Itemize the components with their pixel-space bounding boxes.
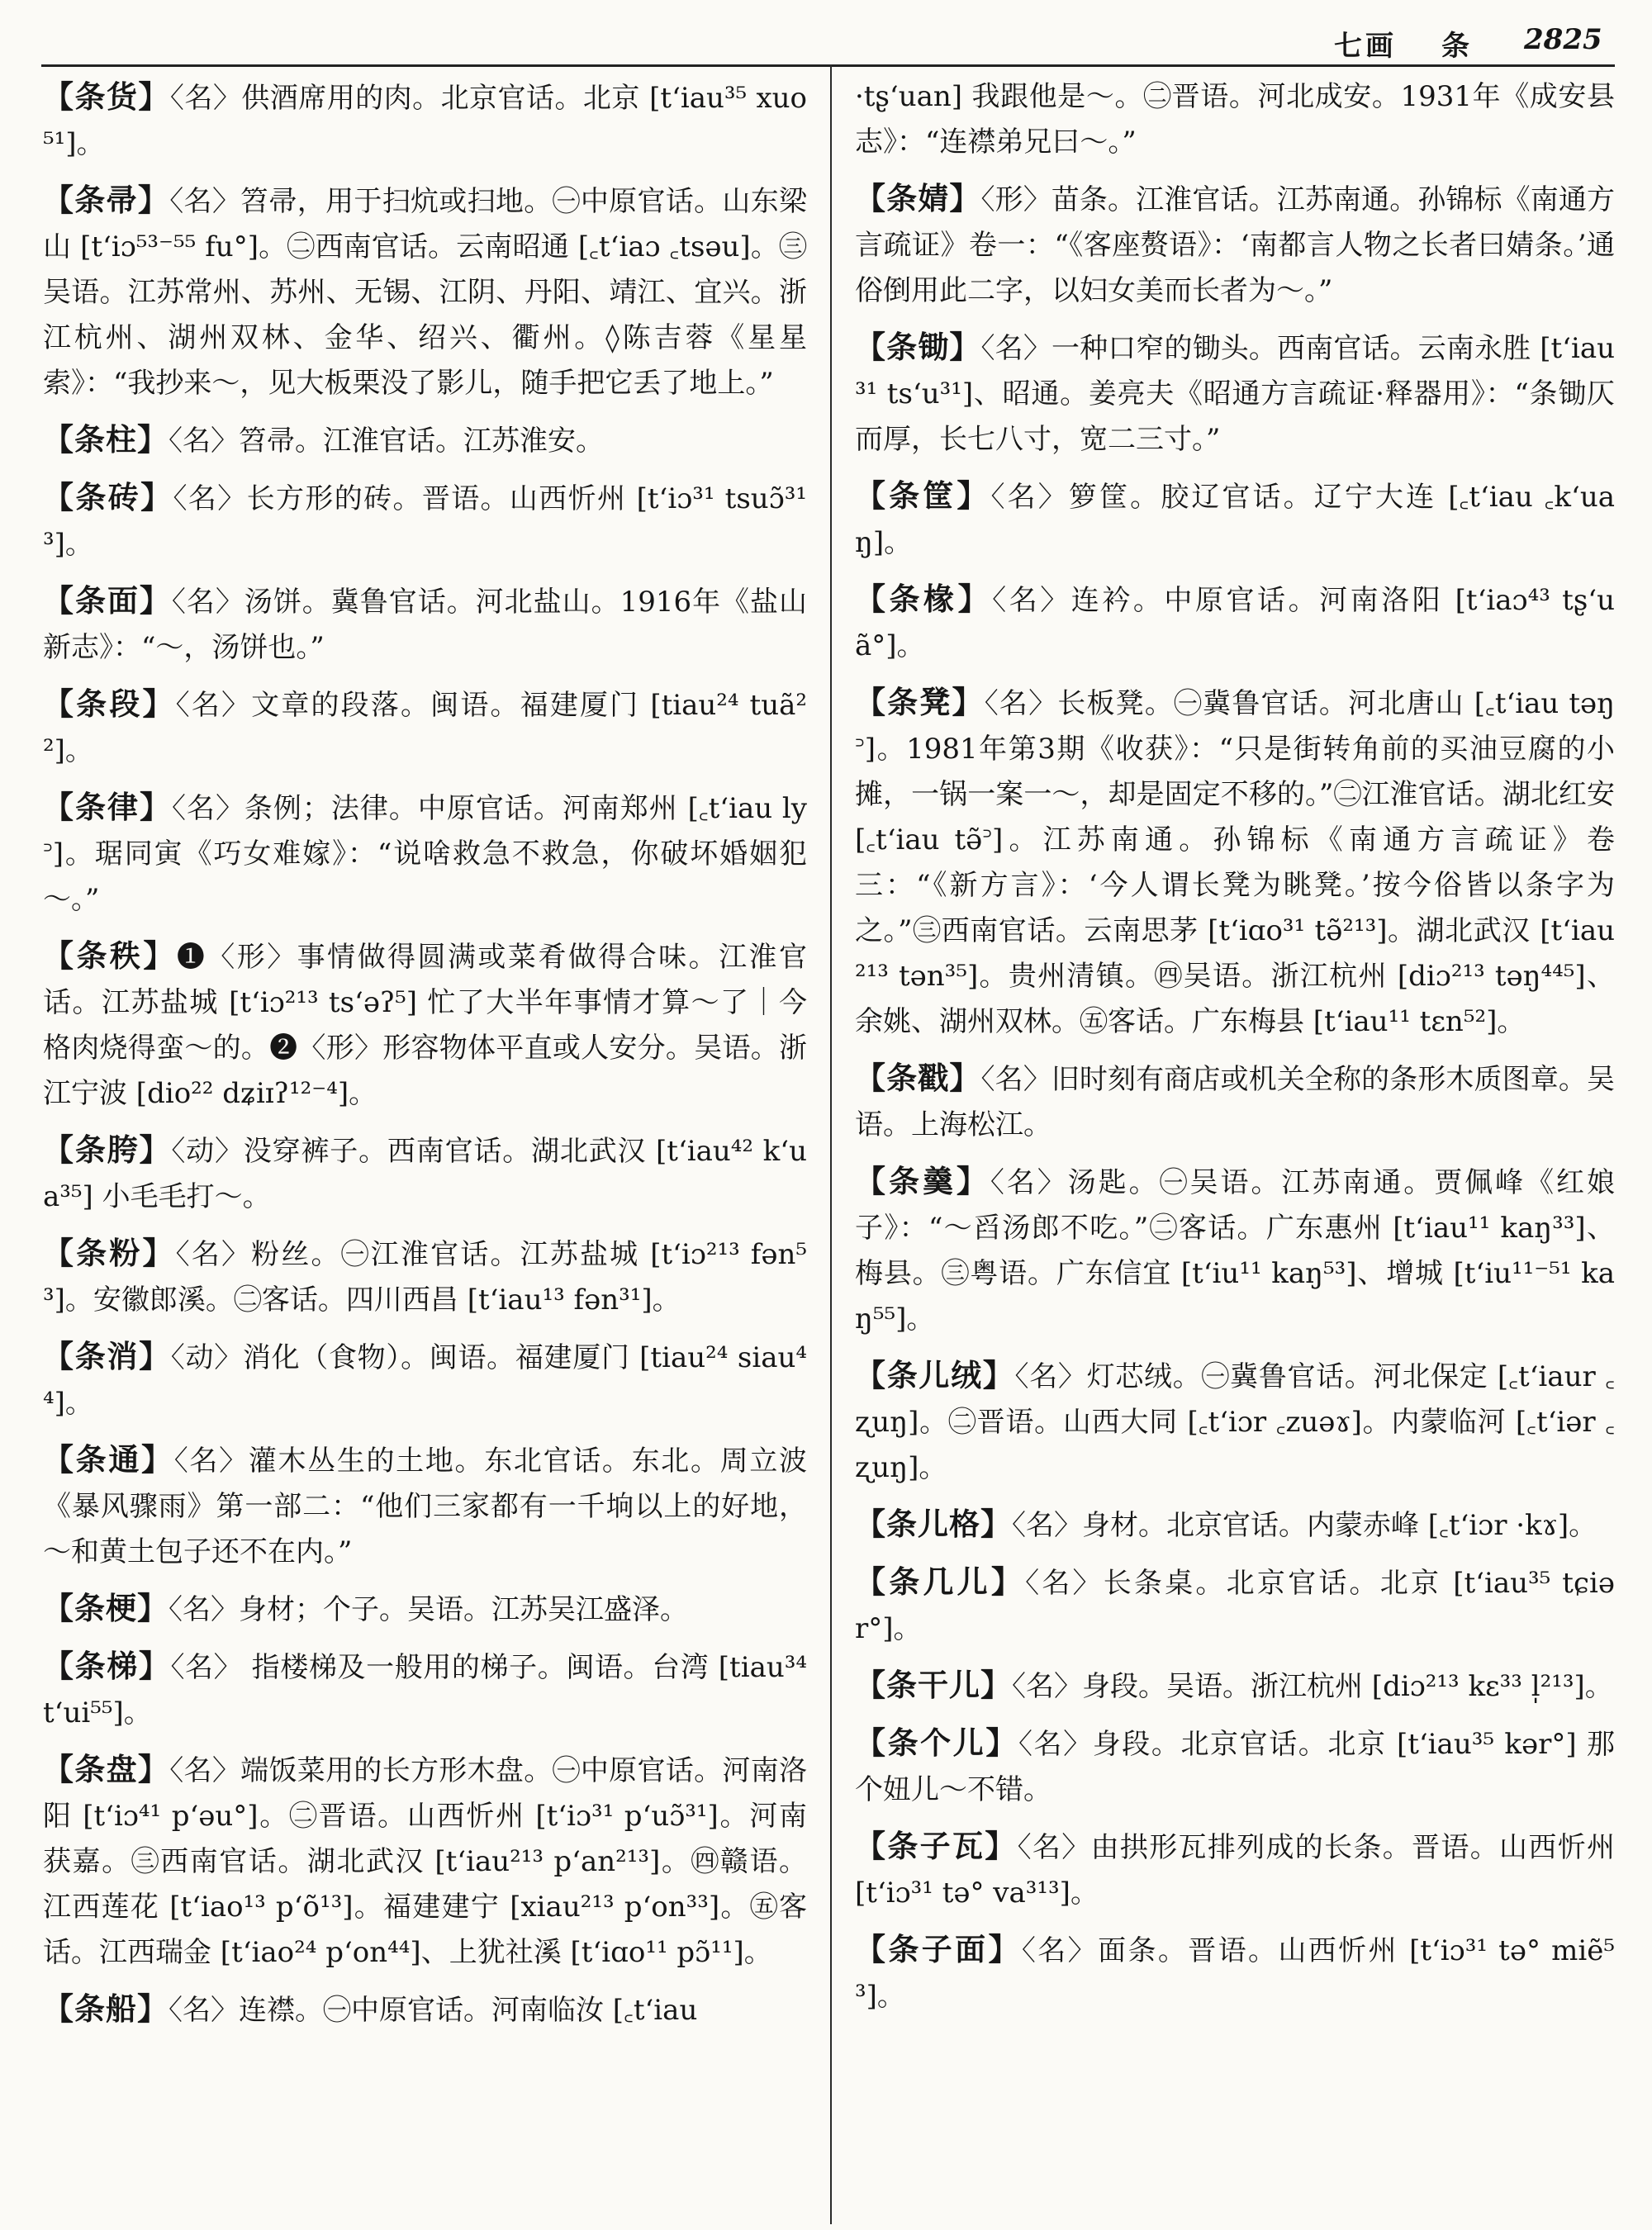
entry-definition: 〈名〉连衿。中原官话。河南洛阳 [tʻiaɔ⁴³ tʂʻuã°]。	[855, 584, 1615, 662]
entry-definition: 〈名〉旧时刻有商店或机关全称的条形木质图章。吴语。上海松江。	[855, 1063, 1615, 1141]
entry-definition: 〈动〉没穿裤子。西南官话。湖北武汉 [tʻiau⁴² kʻua³⁵] 小毛毛打～。	[43, 1135, 807, 1213]
page-number: 2825	[1524, 23, 1602, 56]
dictionary-entry	[43, 417, 807, 464]
entry-definition: 〈名〉供酒席用的肉。北京官话。北京 [tʻiau³⁵ xuo⁵¹]。	[43, 82, 807, 160]
dictionary-entry	[43, 1231, 807, 1323]
entry-headword: 【条律】	[43, 789, 172, 825]
dictionary-entry	[43, 1986, 807, 2033]
entry-definition: 〈名〉条例；法律。中原官话。河南郑州 [꜀tʻiau ly꜄]。琚同寅《巧女难嫁》：“说啥救急不救急，你破坏婚姻犯～。”	[43, 792, 807, 916]
dictionary-entry	[43, 178, 807, 406]
dictionary-entry	[855, 1720, 1615, 1813]
entry-headword: 【条梗】	[43, 1590, 169, 1626]
entry-headword: 【条砖】	[43, 479, 173, 515]
entry-definition: 〈名〉由拱形瓦排列成的长条。晋语。山西忻州 [tʻiɔ³¹ tə° va³¹³]。	[855, 1831, 1615, 1910]
entry-headword: 【条几儿】	[855, 1563, 1026, 1600]
dictionary-entry	[43, 1644, 807, 1736]
entry-definition: 〈名〉汤饼。冀鲁官话。河北盐山。1916年《盐山新志》：“～，汤饼也。”	[43, 586, 807, 664]
entry-headword: 【条梯】	[43, 1648, 171, 1684]
entry-definition: 〈名〉身材。北京官话。内蒙赤峰 [꜀tʻiɔr ·kɤ]。	[1012, 1509, 1597, 1542]
header-rule	[41, 64, 1615, 67]
entry-definition: 〈动〉消化（食物）。闽语。福建厦门 [tiau²⁴ siau⁴⁴]。	[43, 1341, 807, 1420]
entry-headword: 【条船】	[43, 1990, 169, 2027]
dictionary-entry	[43, 933, 807, 1117]
entry-definition: 〈名〉端饭菜用的长方形木盘。㊀中原官话。河南洛阳 [tʻiɔ⁴¹ pʻəu°]。㊁晋语。山西忻州 [tʻiɔ³¹ pʻuɔ̃³¹]。河南获嘉。㊂西南官话。湖北武汉 [tʻiau²¹³ pʻan²¹³]。㊃赣语。江西莲花 [tʻiao¹³ pʻõ¹³]。福建建宁 [xiau²¹³ pʻon³³]。㊄客话。江西瑞金 [tʻiao²⁴ pʻon⁴⁴]、上犹社溪 [tʻiɑo¹¹ pɔ̃¹¹]。	[43, 1754, 807, 1969]
dictionary-entry	[855, 473, 1615, 566]
dictionary-entry	[855, 1824, 1615, 1916]
entry-definition: 〈名〉汤匙。㊀吴语。江苏南通。贾佩峰《红娘子》：“～舀汤郎不吃。”㊁客话。广东惠州 [tʻiau¹¹ kaŋ³³]、梅县。㊂粤语。广东信宜 [tʻiu¹¹ kaŋ⁵³]、增城 [tʻiu¹¹⁻⁵¹ kaŋ⁵⁵]。	[855, 1166, 1615, 1336]
entry-headword: 【条儿绒】	[855, 1357, 1015, 1393]
entry-definition: 〈形〉苗条。江淮官话。江苏南通。孙锦标《南通方言疏证》卷一：“《客座赘语》：‘南都言人物之长者曰婧条。’通俗倒用此二字，以妇女美而长者为～。”	[855, 183, 1615, 307]
dictionary-entry	[855, 176, 1615, 314]
entry-headword: 【条子面】	[855, 1931, 1022, 1967]
dictionary-entry	[855, 1559, 1615, 1652]
entry-headword: 【条羹】	[855, 1163, 990, 1199]
entry-definition: 〈名〉箩筐。胶辽官话。辽宁大连 [꜀tʻiau ꜀kʻuaŋ]。	[855, 481, 1615, 559]
entry-definition: 〈名〉灌木丛生的土地。东北官话。东北。周立波《暴风骤雨》第一部二：“他们三家都有一千垧以上的好地，～和黄土包子还不在内。”	[43, 1445, 807, 1568]
entry-headword: 【条椽】	[855, 581, 993, 617]
dictionary-entry	[855, 1353, 1615, 1491]
dictionary-entry	[855, 576, 1615, 669]
entry-headword: 【条个儿】	[855, 1725, 1018, 1761]
entry-headword: 【条儿格】	[855, 1506, 1012, 1542]
entry-headword: 【条帚】	[43, 182, 170, 218]
entry-definition: ❶〈形〉事情做得圆满或菜肴做得合味。江淮官话。江苏盐城 [tʻiɔ²¹³ tsʻəʔ⁵] 忙了大半年事情才算～了｜今格肉烧得蛮～的。❷〈形〉形容物体平直或人安分。吴语。浙江宁波 [dio²² dʑiɪʔ¹²⁻⁴]。	[43, 941, 807, 1110]
entry-headword: 【条粉】	[43, 1235, 176, 1271]
entry-definition: 〈名〉 指楼梯及一般用的梯子。闽语。台湾 [tiau³⁴ tʻui⁵⁵]。	[43, 1651, 807, 1729]
entry-headword: 【条胯】	[43, 1132, 172, 1168]
dictionary-entry	[43, 1334, 807, 1426]
dictionary-entry	[43, 475, 807, 567]
entry-headword: 【条干儿】	[855, 1667, 1012, 1703]
dictionary-entry	[43, 785, 807, 923]
dictionary-entry	[855, 1056, 1615, 1148]
entry-definition: ·tʂʻuan] 我跟他是～。㊁晋语。河北成安。1931年《成安县志》：“连襟弟兄曰～。”	[855, 80, 1615, 159]
dictionary-entry	[855, 325, 1615, 463]
dictionary-entry	[855, 680, 1615, 1045]
entry-definition: 〈名〉身段。吴语。浙江杭州 [diɔ²¹³ kɛ³³ l̩²¹³]。	[1012, 1670, 1613, 1703]
dictionary-entry	[855, 1927, 1615, 2019]
entry-headword: 【条筐】	[855, 477, 991, 514]
entry-headword: 【条戳】	[855, 1060, 981, 1096]
entry-headword: 【条秩】	[43, 937, 177, 974]
dictionary-entry	[43, 1747, 807, 1976]
dictionary-entry	[855, 74, 1615, 165]
entry-headword: 【条子瓦】	[855, 1828, 1018, 1864]
dictionary-entry	[43, 681, 807, 774]
stroke-section: 七画	[1334, 30, 1397, 63]
header-character: 条	[1441, 30, 1469, 63]
dictionary-entry	[43, 1586, 807, 1633]
dictionary-entry	[43, 74, 807, 167]
entry-definition: 〈名〉连襟。㊀中原官话。河南临汝 [꜀tʻiau	[169, 1994, 698, 2027]
dictionary-entry	[43, 1437, 807, 1575]
entry-definition: 〈名〉身材；个子。吴语。江苏吴江盛泽。	[169, 1593, 688, 1626]
entry-headword: 【条婧】	[855, 180, 981, 216]
entry-headword: 【条段】	[43, 686, 176, 722]
entry-headword: 【条货】	[43, 78, 170, 115]
entry-headword: 【条通】	[43, 1441, 174, 1478]
dictionary-entry	[855, 1663, 1615, 1710]
entry-definition: 〈名〉长方形的砖。晋语。山西忻州 [tʻiɔ³¹ tsuɔ̃³¹³]。	[43, 482, 807, 561]
entry-headword: 【条消】	[43, 1338, 171, 1374]
entry-definition: 〈名〉文章的段落。闽语。福建厦门 [tiau²⁴ tuã²²]。	[43, 689, 807, 767]
dictionary-entry	[855, 1159, 1615, 1342]
entry-definition: 〈名〉笤帚，用于扫炕或扫地。㊀中原官话。山东梁山 [tʻiɔ⁵³⁻⁵⁵ fu°]。㊁西南官话。云南昭通 [꜀tʻiaɔ ꜀tsəu]。㊂吴语。江苏常州、苏州、无锡、江阴、丹阳、靖江、宜兴。浙江杭州、湖州双林、金华、绍兴、衢州。◊陈吉蓉《星星索》：“我抄来～，见大板栗没了影儿，随手把它丢了地上。”	[43, 185, 807, 400]
entry-definition: 〈名〉笤帚。江淮官话。江苏淮安。	[169, 425, 604, 458]
entry-definition: 〈名〉面条。晋语。山西忻州 [tʻiɔ³¹ tə° miẽ⁵³]。	[855, 1934, 1615, 2013]
entry-headword: 【条凳】	[855, 684, 985, 720]
left-column	[43, 74, 807, 2213]
entry-definition: 〈名〉一种口窄的锄头。西南官话。云南永胜 [tʻiau³¹ tsʻu³¹]、昭通。姜亮夫《昭通方言疏证·释器用》：“条锄仄而厚，长七八寸，宽二三寸。”	[855, 332, 1615, 456]
entry-headword: 【条面】	[43, 582, 172, 619]
entry-headword: 【条锄】	[855, 329, 981, 365]
entry-headword: 【条盘】	[43, 1751, 170, 1787]
entry-definition: 〈名〉身段。北京官话。北京 [tʻiau³⁵ kər°] 那个妞儿～不错。	[855, 1728, 1615, 1806]
entry-definition: 〈名〉粉丝。㊀江淮官话。江苏盐城 [tʻiɔ²¹³ fən⁵³]。安徽郎溪。㊁客话。四川西昌 [tʻiau¹³ fən³¹]。	[43, 1238, 807, 1317]
entry-definition: 〈名〉长条桌。北京官话。北京 [tʻiau³⁵ tɕiər°]。	[855, 1567, 1615, 1645]
entry-definition: 〈名〉长板凳。㊀冀鲁官话。河北唐山 [꜀tʻiau təŋ꜄]。1981年第3期《收获》：“只是街转角前的买油豆腐的小摊，一锅一案一～，却是固定不移的。”㊁江淮官话。湖北红安 [꜀tʻiau tə̃꜄]。江苏南通。孙锦标《南通方言疏证》卷三：“《新方言》：‘今人谓长凳为眺凳。’按今俗皆以条字为之。”㊂西南官话。云南思茅 [tʻiɑo³¹ tə̃²¹³]。湖北武汉 [tʻiau²¹³ tən³⁵]。贵州清镇。㊃吴语。浙江杭州 [diɔ²¹³ təŋ⁴⁴⁵]、余姚、湖州双林。㊄客话。广东梅县 [tʻiau¹¹ tɛn⁵²]。	[855, 687, 1615, 1038]
dictionary-entry	[43, 578, 807, 671]
entry-definition: 〈名〉灯芯绒。㊀冀鲁官话。河北保定 [꜀tʻiaur ꜀ʐuŋ]。㊁晋语。山西大同 [꜀tʻiɔr ꜀zuəɤ]。内蒙临河 [꜀tʻiər ꜀ʐuŋ]。	[855, 1360, 1615, 1484]
column-divider	[830, 64, 832, 2224]
dictionary-entry	[855, 1502, 1615, 1549]
entry-headword: 【条柱】	[43, 421, 169, 458]
dictionary-entry	[43, 1127, 807, 1220]
right-column	[855, 74, 1615, 2213]
